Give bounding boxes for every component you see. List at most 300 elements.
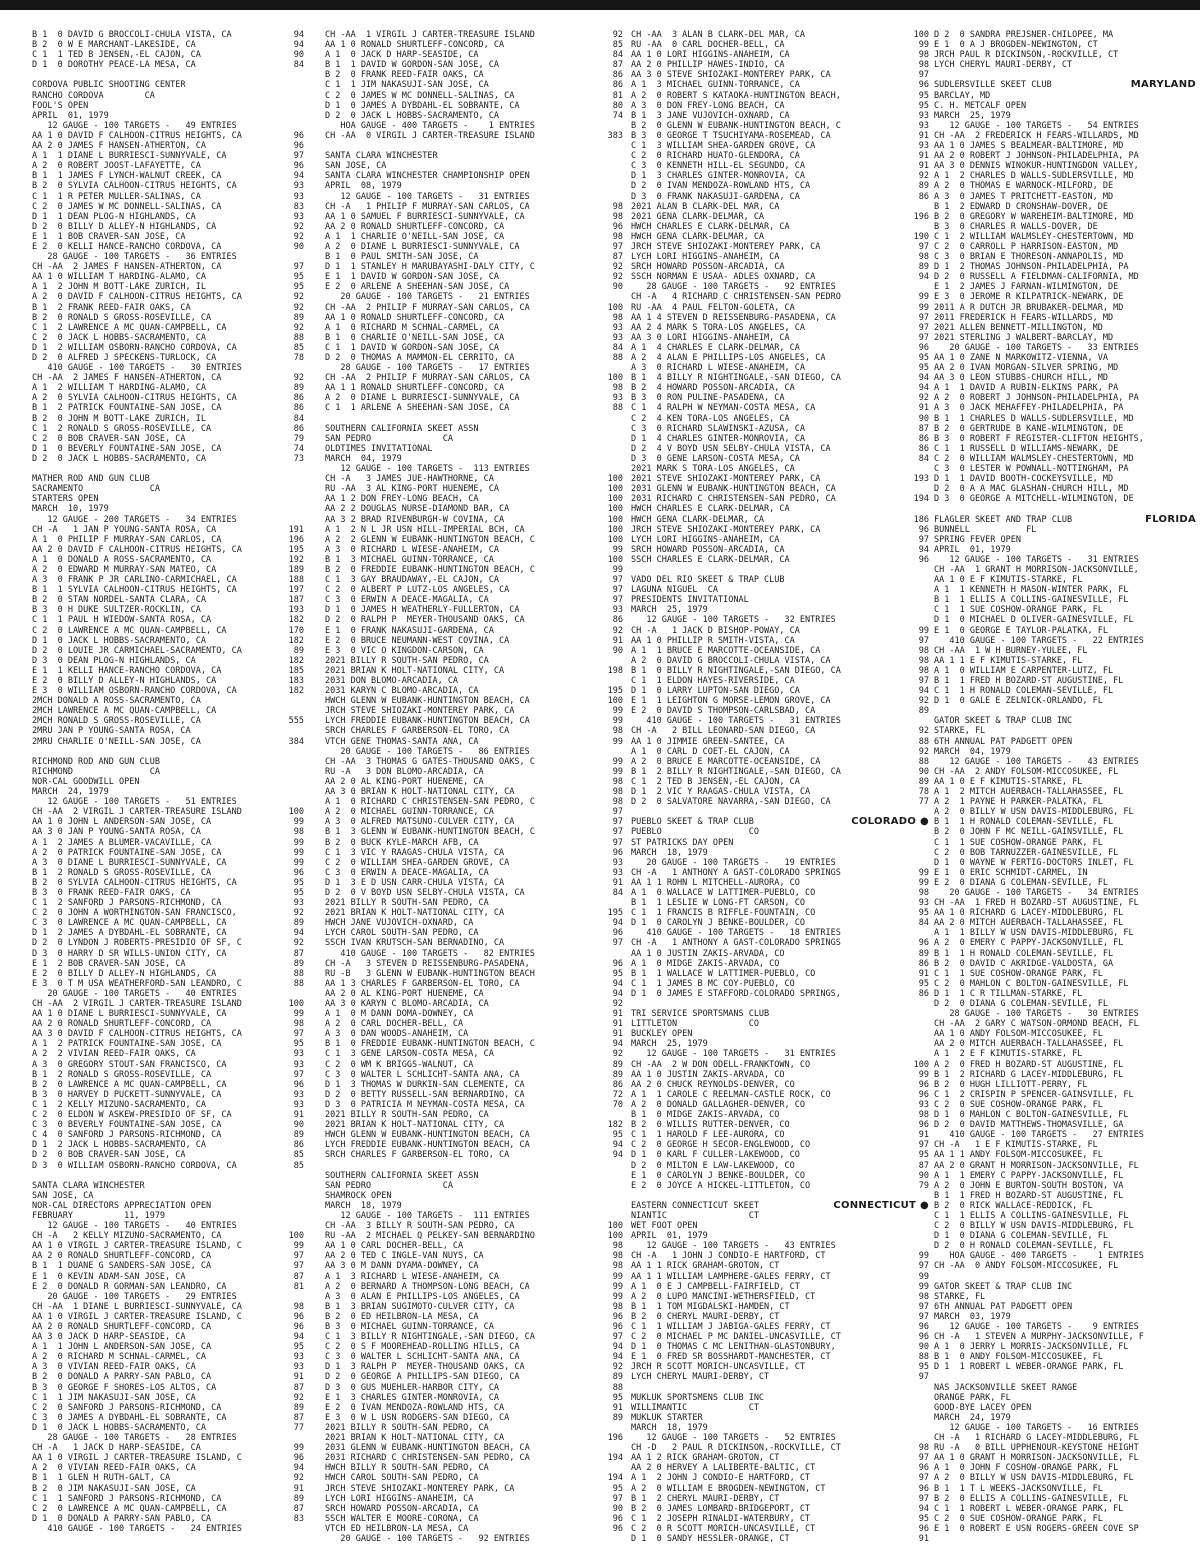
- result-score: 196: [288, 534, 304, 545]
- result-score: 99: [612, 706, 623, 717]
- result-text: 410 GAUGE - 100 TARGETS - 18 ENTRIES: [631, 928, 841, 939]
- result-text: 12 GAUGE - 100 TARGETS - 51 ENTRIES: [32, 797, 237, 808]
- result-text: CH -A 1 ANTHONY A GAST-COLORADO SPRINGS: [631, 867, 841, 878]
- result-line: [325, 807, 623, 817]
- result-text: D 2 0 BILLY D ALLEY-N HIGHLANDS, CA: [32, 221, 217, 232]
- result-text: B 1 0 FREDDIE EUBANK-HUNTINGTON BEACH, C: [325, 1039, 535, 1050]
- result-line: [325, 1251, 623, 1261]
- result-text: D 1 0 JACK L HOBBS-SACRAMENTO, CA: [32, 635, 206, 646]
- result-text: D 1 0 DONALD A PARRY-SAN PABLO, CA: [32, 1513, 212, 1524]
- result-text: AA 2 4 MARK S TORA-LOS ANGELES, CA: [631, 322, 805, 333]
- result-text: AA 1 1 ANDY FOLSOM-MICCOSUKEE, FL: [934, 1150, 1103, 1161]
- result-text: CH -A 1 STEVEN A MURPHY-JACKSONVILLE, F: [934, 1332, 1144, 1343]
- result-score: 86: [918, 191, 929, 202]
- result-line: [325, 848, 623, 858]
- result-text: 2031 GLENN W EUBANK-HUNTINGTON BEACH, CA: [325, 1443, 530, 1454]
- result-score: 95: [293, 1039, 304, 1050]
- result-score: 98: [612, 211, 623, 222]
- result-text: AA 1 0 RICHARD G LACEY-MIDDLEBURG, FL: [934, 908, 1124, 919]
- result-line: [325, 1110, 623, 1120]
- result-line: [325, 726, 623, 736]
- result-line: [631, 1443, 929, 1453]
- result-text: AA 2 0 DAVID F CALHOON-CITRUS HEIGHTS, CA: [32, 544, 242, 555]
- result-text: A 2 0 DAVID G BROCCOLI-CHULA VISTA, CA: [631, 655, 831, 666]
- result-line: [325, 686, 623, 696]
- result-line: [631, 898, 929, 908]
- result-score: 98: [918, 1291, 929, 1302]
- result-line: [934, 716, 1196, 726]
- result-line: [32, 1453, 304, 1463]
- result-text: D 3 0 GEORGE A MITCHELL-WILMINGTON, DE: [934, 494, 1134, 505]
- result-line: [325, 979, 623, 989]
- result-text: CH -AA 0 ANDY FOLSOM-MICCOSUKEE, FL: [934, 1261, 1119, 1272]
- result-text: D 2 0 SANDRA PREJSNER-CHILOPEE, MA: [934, 30, 1114, 40]
- result-score: 92: [918, 746, 929, 757]
- result-line: [934, 464, 1196, 474]
- result-text: C 2 0 RICHARD HUATO-GLENDORA, CA: [631, 151, 800, 162]
- result-line: [934, 1514, 1196, 1524]
- result-line: [325, 656, 623, 666]
- result-line: [32, 343, 304, 353]
- result-text: A 1 1 CAROLE C REELMAN-CASTLE ROCK, CO: [631, 1089, 831, 1100]
- result-text: B 1 2 RONALD S GROSS-ROSEVILLE, CA: [32, 867, 212, 878]
- result-line: [32, 1302, 304, 1312]
- result-line: [32, 1372, 304, 1382]
- result-text: MUKLUK SPORTSMENS CLUB INC: [631, 1392, 765, 1403]
- result-line: [934, 1171, 1196, 1181]
- result-text: AA 1 1 WILLIAM LAMPHERE-GALES FERRY, CT: [631, 1271, 831, 1282]
- result-text: B 1 1 GLEN H RUTH-GALT, CA: [32, 1473, 171, 1484]
- result-line: [631, 1201, 929, 1211]
- result-text: AA 3 0 DENNIS WINOKUR-HUNTINGDON VALLEY,: [934, 161, 1139, 172]
- result-score: 182: [288, 655, 304, 666]
- result-line: [631, 1473, 929, 1483]
- result-line: [934, 111, 1196, 121]
- result-text: A 2 2 VIVIAN REED-FAIR OAKS, CA: [32, 1049, 196, 1060]
- result-score: 100: [288, 1231, 304, 1242]
- result-line: [325, 192, 623, 202]
- result-text: A 1 2 E F KIMUTIS-STARKE, FL: [934, 1049, 1083, 1060]
- result-score: 93: [612, 867, 623, 878]
- result-score: 89: [612, 1059, 623, 1070]
- result-text: AA 2 0 HERVEY A LALIBERTE-BALTIC, CT: [631, 1463, 816, 1474]
- result-text: E 1 2 JAMES J FARNAN-WILMINGTON, DE: [934, 282, 1119, 293]
- result-text: JRCH STEVE SHIOZAKI-MONTEREY PARK, CA: [325, 1483, 515, 1494]
- result-line: [32, 252, 304, 262]
- result-score: 98: [293, 1301, 304, 1312]
- result-score: 90: [293, 1120, 304, 1131]
- result-line: [631, 1019, 929, 1029]
- result-text: A 1 1 CHARLIE O'NEILL-SAN JOSE, CA: [325, 231, 505, 242]
- result-score: 99: [293, 857, 304, 868]
- result-text: FEBRUARY 11, 1979: [32, 1210, 166, 1221]
- result-line: [325, 131, 623, 141]
- result-score: 88: [918, 1352, 929, 1363]
- result-text: LYCH FREDDIE EUBANK-HUNTINGTON BEACH, CA: [325, 716, 530, 727]
- result-score: 96: [918, 1322, 929, 1332]
- result-text: CH -AA 1 VIRGIL J CARTER-TREASURE ISLAND: [325, 30, 535, 40]
- result-text: 12 GAUGE - 100 TARGETS - 40 ENTRIES: [32, 1221, 237, 1232]
- result-line: [325, 696, 623, 706]
- result-score: 92: [918, 393, 929, 404]
- result-score: 100: [288, 807, 304, 818]
- result-score: 96: [918, 1483, 929, 1494]
- result-line: [631, 1534, 929, 1544]
- result-line: [32, 1514, 304, 1524]
- result-score: 98: [612, 797, 623, 808]
- result-line: [934, 1120, 1196, 1130]
- result-line: [325, 595, 623, 605]
- result-score: 99: [612, 1291, 623, 1302]
- result-score: 92: [612, 1362, 623, 1373]
- result-score: 87: [612, 60, 623, 71]
- result-line: [934, 30, 1196, 40]
- result-line: [32, 212, 304, 222]
- result-text: AA 2 2 DOUGLAS NURSE-DIAMOND BAR, CA: [325, 504, 510, 515]
- result-line: [325, 565, 623, 575]
- result-text: LYCH CAROL SOUTH-SAN PEDRO, CA: [325, 928, 479, 939]
- result-text: CH -AA 2 GARY C WATSON-ORMOND BEACH, FL: [934, 1019, 1139, 1030]
- result-line: [32, 292, 304, 302]
- result-line: [631, 1221, 929, 1231]
- result-text: 2021 ALAN B CLARK-DEL MAR, CA: [631, 201, 780, 212]
- result-line: [934, 575, 1196, 585]
- result-text: AA 2 0 RONALD SHURTLEFF-CONCORD, CA: [32, 1322, 212, 1332]
- result-score: 89: [293, 383, 304, 394]
- result-line: [32, 242, 304, 252]
- result-score: 97: [293, 262, 304, 273]
- result-line: [631, 484, 929, 494]
- result-text: B 1 1 FRED H BOZARD-ST AUGUSTINE, FL: [934, 1190, 1124, 1201]
- result-score: 100: [607, 302, 623, 313]
- result-line: [32, 1352, 304, 1362]
- result-line: [325, 969, 623, 979]
- result-line: [934, 444, 1196, 454]
- result-text: SRCH CHARLES F GARBERSON-EL TORO, CA: [325, 1150, 510, 1161]
- result-line: [631, 1039, 929, 1049]
- result-line: [934, 151, 1196, 161]
- result-text: AA 3 0 M DANN DYAMA-DOWNEY, CA: [325, 1261, 479, 1272]
- result-text: 28 GAUGE - 100 TARGETS - 92 ENTRIES: [631, 282, 836, 293]
- result-text: A 3 0 GREGORY STOUT-SAN FRANCISCO, CA: [32, 1059, 227, 1070]
- result-line: [631, 1261, 929, 1271]
- result-line: [934, 80, 1196, 90]
- result-text: B 1 3 GLENN W EUBANK-HUNTINGTON BEACH, C: [325, 827, 535, 838]
- result-line: [325, 838, 623, 848]
- result-line: [325, 1463, 623, 1473]
- result-text: 28 GAUGE - 100 TARGETS - 36 ENTRIES: [32, 252, 237, 263]
- result-line: [325, 454, 623, 464]
- result-text: AA 2 0 TED C INGLE-VAN NUYS, CA: [325, 1251, 484, 1262]
- result-text: A 1 1 EMERY C PAPPY-JACKSONVILLE, FL: [934, 1170, 1124, 1181]
- result-text: D 1 0 MICHAEL D OLIVER-GAINESVILLE, FL: [934, 615, 1134, 626]
- result-line: [32, 1221, 304, 1231]
- result-line: [631, 838, 929, 848]
- result-line: [325, 787, 623, 797]
- result-score: 194: [607, 1453, 623, 1464]
- result-text: C 2 0 MAHLON C BOLTON-GAINESVILLE, FL: [934, 978, 1129, 989]
- result-line: [32, 757, 304, 767]
- result-line: [631, 1272, 929, 1282]
- result-text: HWCH CHARLES E CLARK-DELMAR, CA: [631, 221, 790, 232]
- result-text: FOOL'S OPEN: [32, 100, 89, 111]
- result-score: 93: [918, 141, 929, 152]
- result-score: 100: [607, 1221, 623, 1232]
- result-line: [934, 353, 1196, 363]
- result-line: [32, 575, 304, 585]
- state-heading: CONNECTICUT ●: [831, 1201, 929, 1211]
- result-text: B 1 1 TOM MIGDALSKI-HAMDEN, CT: [631, 1301, 790, 1312]
- result-text: AA 3 0 BRIAN K HOLT-NATIONAL CITY, CA: [325, 787, 515, 798]
- result-text: 12 GAUGE - 100 TARGETS - 16 ENTRIES: [934, 1422, 1139, 1433]
- result-text: C 1 1 ELDON HAYES-RIVERSIDE, CA: [631, 676, 795, 686]
- results-column-3: [631, 30, 929, 1550]
- result-score: 88: [293, 332, 304, 343]
- result-line: [325, 515, 623, 525]
- result-line: [325, 1393, 623, 1403]
- result-text: 6TH ANNUAL PAT PADGETT OPEN: [934, 736, 1073, 747]
- result-line: [631, 212, 929, 222]
- result-line: [325, 989, 623, 999]
- result-text: E 2 0 ARLENE A SHEEHAN-SAN JOSE, CA: [325, 282, 510, 293]
- result-score: 100: [607, 514, 623, 525]
- result-line: [325, 1029, 623, 1039]
- result-line: [631, 817, 929, 827]
- result-text: AA 2 0 IVAN MORGAN-SILVER SPRING, MD: [934, 363, 1119, 374]
- result-text: A 2 2 GLENN W EUBANK-HUNTINGTON BEACH, C: [325, 534, 535, 545]
- result-text: LYCH LORI HIGGINS-ANAHEIM, CA: [325, 1493, 474, 1504]
- result-line: [32, 949, 304, 959]
- result-text: 12 GAUGE - 100 TARGETS - 54 ENTRIES: [934, 120, 1139, 131]
- result-score: 89: [918, 181, 929, 192]
- result-score: 98: [612, 726, 623, 737]
- result-line: [32, 1332, 304, 1342]
- result-text: B 1 1 DAVID W GORDON-SAN JOSE, CA: [325, 60, 499, 71]
- result-score: 84: [293, 413, 304, 424]
- result-text: CH -AA 2 VIRGIL J CARTER-TREASURE ISLAND: [32, 807, 242, 818]
- result-line: [934, 646, 1196, 656]
- result-line: [934, 414, 1196, 424]
- result-text: B 2 0 SYLVIA CALHOON-CITRUS HEIGHTS, CA: [32, 181, 237, 192]
- result-text: A 1 0 CARL D COET-EL CAJON, CA: [631, 746, 790, 757]
- result-text: B 2 4 HOWARD POSSON-ARCADIA, CA: [631, 383, 795, 394]
- result-line: [631, 888, 929, 898]
- result-line: [934, 373, 1196, 383]
- result-score: 187: [288, 595, 304, 606]
- result-text: D 2 0 BETTY RUSSELL-SAN BERNARDINO, CA: [325, 1089, 525, 1100]
- result-line: [631, 1484, 929, 1494]
- result-score: 100: [607, 484, 623, 495]
- result-text: 2021 GENA CLARK-DELMAR, CA: [631, 211, 765, 222]
- result-line: [631, 626, 929, 636]
- result-score: 94: [293, 30, 304, 40]
- result-line: [325, 1049, 623, 1059]
- result-score: 86: [293, 423, 304, 434]
- result-line: [32, 504, 304, 514]
- result-text: B 2 0 JOHN M BOTT-LAKE ZURICH, IL: [32, 413, 206, 424]
- result-text: C 1 3 GENE LARSON-COSTA MESA, CA: [325, 1049, 494, 1060]
- result-line: [934, 454, 1196, 464]
- result-line: [631, 878, 929, 888]
- result-text: C 1 1 ARLENE A SHEEHAN-SAN JOSE, CA: [325, 403, 510, 414]
- result-score: 89: [918, 262, 929, 273]
- result-line: [934, 1443, 1196, 1453]
- result-line: [325, 464, 623, 474]
- result-text: AA 1 0 WILLIAM T HARDING-ALAMO, CA: [32, 272, 206, 283]
- result-line: [934, 1150, 1196, 1160]
- result-text: CH -A 1 ANTHONY A GAST-COLORADO SPRINGS: [631, 938, 841, 949]
- result-score: 91: [918, 1533, 929, 1544]
- result-line: [32, 1292, 304, 1302]
- result-text: E 2 0 IVAN MENDOZA-ROWLAND HTS, CA: [325, 1402, 505, 1413]
- result-score: 97: [918, 312, 929, 323]
- result-text: C 2 0 MICHAEL P MC DANIEL-UNCASVILLE, CT: [631, 1332, 841, 1343]
- result-text: C 3 0 LESTER W POWNALL-NOTTINGHAM, PA: [934, 464, 1129, 475]
- result-text: B 1 0 CHARLIE O'NEILL-SAN JOSE, CA: [325, 332, 505, 343]
- result-score: 80: [612, 100, 623, 111]
- result-text: HWCH CHARLES E CLARK-DELMAR, CA: [631, 504, 790, 515]
- result-score: 98: [918, 655, 929, 666]
- result-line: [325, 343, 623, 353]
- result-text: A 1 1 DAVID A RUBIN-ELKINS PARK, PA: [934, 383, 1119, 394]
- result-text: B 3 0 RON PULINE-PASADENA, CA: [631, 393, 785, 404]
- result-text: FLAGLER SKEET AND TRAP CLUB: [934, 514, 1073, 525]
- result-text: A 2 0 CARL DOCHER-BELL, CA: [325, 1019, 464, 1030]
- result-score: 88: [612, 403, 623, 414]
- result-line: [934, 232, 1196, 242]
- result-line: [32, 1463, 304, 1473]
- result-text: SACRAMENTO CA: [32, 484, 160, 495]
- results-column-4: [934, 30, 1196, 1550]
- result-line: [325, 1272, 623, 1282]
- result-line: [631, 60, 929, 70]
- result-line: [934, 1473, 1196, 1483]
- result-score: 94: [612, 1150, 623, 1161]
- result-text: A 2 0 DONALD GALLAGHER-DENVER, CO: [631, 1099, 805, 1110]
- result-text: C 2 0 S F MOOREHEAD-ROLLING HILLS, CA: [325, 1342, 520, 1353]
- result-line: [32, 1060, 304, 1070]
- result-text: VTCH GENE THOMAS-SANTA ANA, CA: [325, 736, 479, 747]
- result-line: [631, 383, 929, 393]
- result-text: SAN PEDRO CA: [325, 1180, 453, 1191]
- result-text: GOOD-BYE LACEY OPEN: [934, 1402, 1032, 1413]
- result-line: [325, 40, 623, 50]
- result-line: [325, 434, 623, 444]
- result-line: [32, 1080, 304, 1090]
- result-line: [934, 303, 1196, 313]
- result-score: 87: [293, 1503, 304, 1514]
- result-line: [325, 474, 623, 484]
- result-line: [631, 1302, 929, 1312]
- result-text: CH -A 3 STEVEN D REISSENBURG-PASADENA,: [325, 958, 530, 969]
- result-score: 95: [293, 1342, 304, 1353]
- result-score: 74: [293, 443, 304, 454]
- result-line: [631, 848, 929, 858]
- result-line: [631, 131, 929, 141]
- result-text: A 1 0 WILLIAM E CARPENTER-LUTZ, FL: [934, 665, 1114, 676]
- result-line: [631, 1231, 929, 1241]
- result-line: [934, 938, 1196, 948]
- result-score: 95: [612, 968, 623, 979]
- result-line: [934, 222, 1196, 232]
- result-line: [325, 1009, 623, 1019]
- result-score: 98: [612, 1251, 623, 1262]
- result-line: [934, 242, 1196, 252]
- result-text: A 3 0 RICHARD L WIESE-ANAHEIM, CA: [325, 544, 499, 555]
- result-text: AA 1 0 VIRGIL J CARTER-TREASURE ISLAND, C: [32, 1453, 242, 1464]
- result-text: A 2 0 BILLY W USN DAVIS-MIDDLEBURG, FL: [934, 1473, 1134, 1484]
- result-text: E 1 0 ERIC SCHMIDT-CARMEL, IN: [934, 867, 1088, 878]
- result-text: D 1 4 CHARLES GINTER-MONROVIA, CA: [631, 433, 805, 444]
- result-score: 89: [293, 958, 304, 969]
- result-text: AA 1 0 ZANE N MARKOWITZ-VIENNA, VA: [934, 353, 1108, 363]
- result-text: B 1 1 H RONALD COLEMAN-SEVILLE, FL: [934, 817, 1114, 828]
- result-text: AA 1 0 JAMES S BEALMEAR-BALTIMORE, MD: [934, 141, 1124, 152]
- result-score: 91: [612, 1029, 623, 1040]
- result-line: [32, 1100, 304, 1110]
- result-score: 100: [913, 1059, 929, 1070]
- result-line: [32, 615, 304, 625]
- result-line: [32, 313, 304, 323]
- result-text: C 1 1 SUE COSHOW-ORANGE PARK, FL: [934, 605, 1103, 616]
- result-line: [325, 626, 623, 636]
- result-text: 28 GAUGE - 100 TARGETS - 30 ENTRIES: [934, 1009, 1139, 1020]
- result-text: D 2 0 LYNDON J ROBERTS-PRESIDIO OF SF, C: [32, 938, 242, 949]
- result-line: [32, 1272, 304, 1282]
- result-line: [325, 1261, 623, 1271]
- result-text: BUNNELL FL: [934, 524, 1037, 535]
- result-text: D 1 2 JACK L HOBBS-SACRAMENTO, CA: [32, 1140, 206, 1151]
- result-line: [32, 1110, 304, 1120]
- result-line: [631, 444, 929, 454]
- result-line: [32, 1504, 304, 1514]
- result-text: RU -AA 2 MICHAEL Q PELKEY-SAN BERNARDINO: [325, 1231, 535, 1242]
- result-text: C 2 0 JAMES W MC DONNELL-SALINAS, CA: [32, 201, 222, 212]
- result-line: [325, 605, 623, 615]
- result-text: A 3 0 DAN WOODS-ANAHEIM, CA: [325, 1029, 469, 1040]
- result-line: [32, 403, 304, 413]
- result-line: [934, 1221, 1196, 1231]
- result-line: [32, 777, 304, 787]
- section-spacer: [631, 1383, 929, 1393]
- result-line: [32, 131, 304, 141]
- result-text: C 2 0 JACK L HOBBS-SACRAMENTO, CA: [32, 332, 206, 343]
- result-text: D 3 0 GENE LARSON-COSTA MESA, CA: [631, 453, 800, 464]
- result-line: [934, 1090, 1196, 1100]
- result-score: 99: [612, 736, 623, 747]
- result-text: AA 1 0 PHILLIP R SMITH-VISTA, CA: [631, 635, 795, 646]
- result-score: 93: [293, 1089, 304, 1100]
- result-text: B 1 2 RONALD S GROSS-ROSEVILLE, CA: [32, 1069, 212, 1080]
- result-score: 89: [293, 312, 304, 323]
- result-line: [32, 363, 304, 373]
- result-score: 86: [918, 433, 929, 444]
- result-text: BARCLAY, MD: [934, 90, 991, 101]
- result-line: [325, 1090, 623, 1100]
- result-line: [32, 676, 304, 686]
- result-line: [32, 1241, 304, 1251]
- result-text: D 2 0 LOUIE JR CARMICHAEL-SACRAMENTO, CA: [32, 645, 242, 656]
- result-text: 2021 BILLY R SOUTH-SAN PEDRO, CA: [325, 898, 489, 909]
- result-score: 92: [293, 373, 304, 384]
- result-text: NAS JACKSONVILLE SKEET RANGE: [934, 1382, 1078, 1393]
- result-text: D 1 1 DAVID BOOTH-COCKEYSVILLE, MD: [934, 474, 1114, 485]
- result-text: C 1 1 SUE COSHOW-ORANGE PARK, FL: [934, 968, 1103, 979]
- result-line: [325, 1130, 623, 1140]
- result-line: [631, 282, 929, 292]
- result-text: D 1 2 JAMES A DYBDAHL-EL SOBRANTE, CA: [32, 928, 227, 939]
- result-line: [32, 1181, 304, 1191]
